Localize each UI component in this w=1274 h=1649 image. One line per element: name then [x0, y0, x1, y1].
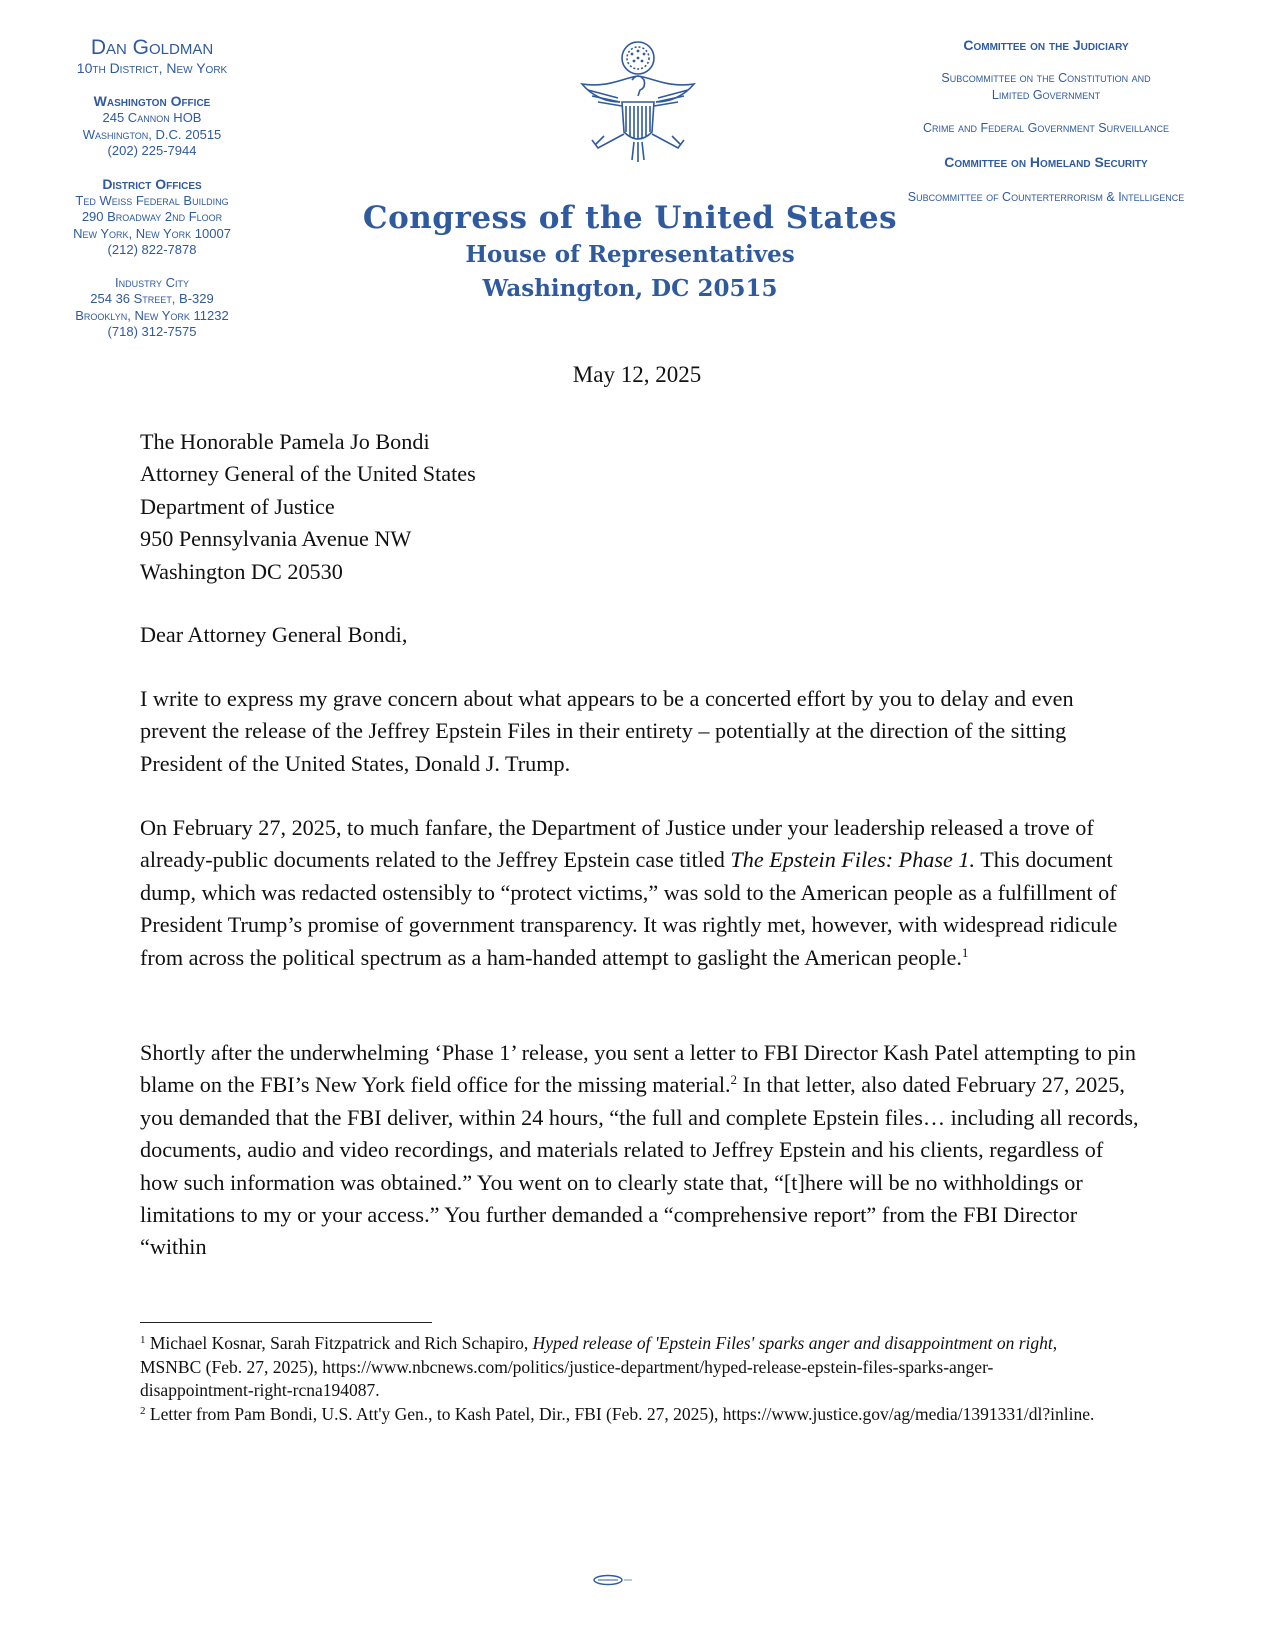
subcommittee-constitution: Subcommittee on the Constitution and	[941, 71, 1151, 85]
washington-office-phone: (202) 225-7944	[107, 143, 197, 158]
industry-city-office-name: Industry City	[115, 274, 189, 290]
letterhead-house: House of Representatives	[465, 241, 795, 268]
paragraph-2-text-b: This document dump, which was redacted ostensibly to “protect victims,” was sold to the American people as a fulfillment of President Trump’s promise of government transparency. It was rightly met, however, with widespread ridicule from across the political spectrum as a ham-handed attempt to gaslight the American people.	[140, 847, 1118, 970]
recipient-address	[140, 426, 1140, 588]
recipient-city: Washington DC 20530	[140, 558, 343, 584]
paragraph-3-text-b: In that letter, also dated February 27, 2025, you demanded that the FBI deliver, within 24 hours, “the full and complete Epstein files… including all records, documents, audio and video recordings, and materials related to Jeffrey Epstein and his clients, regardless of how such information was obtained.” You went on to clearly state that, “[t]here will be no withholdings or limitations to my or your access.” You further demanded a “comprehensive report” from the FBI Director “within	[140, 1072, 1139, 1260]
footnote-ref-1[interactable]: 1	[961, 944, 969, 960]
paragraph-1: I write to express my grave concern about what appears to be a concerted effort by you to delay and even prevent the release of the Jeffrey Epstein Files in their entirety – potentially at the direction of the sitting President of the United States, Donald J. Trump.	[140, 686, 1074, 776]
committee-judiciary: Committee on the Judiciary	[963, 37, 1129, 53]
letterhead-congress: Congress of the United States	[362, 200, 898, 236]
salutation: Dear Attorney General Bondi,	[140, 622, 408, 647]
member-contact-block	[52, 36, 252, 341]
footnote-1-text-a: Michael Kosnar, Sarah Fitzpatrick and Rich Schapiro,	[145, 1333, 533, 1353]
letter-date: May 12, 2025	[572, 362, 702, 387]
paragraph-3	[140, 1037, 1140, 1264]
recipient-title: Attorney General of the United States	[140, 461, 476, 487]
district-office-building: Ted Weiss Federal Building	[75, 192, 229, 208]
member-district: 10th District, New York	[76, 60, 228, 76]
member-name: Dan Goldman	[90, 36, 214, 59]
letterhead-title-block	[360, 198, 900, 306]
subcommittee-counterterrorism: Subcommittee of Counterterrorism & Intelligence	[907, 190, 1185, 204]
letterhead-address: Washington, DC 20515	[482, 275, 778, 302]
footnote-1-title: Hyped release of 'Epstein Files' sparks anger and disappointment on right	[532, 1333, 1053, 1353]
paragraph-3-text-a: Shortly after the underwhelming ‘Phase 1’ release, you sent a letter to FBI Director Kash Patel attempting to pin blame on the FBI’s New York field office for the missing material.	[140, 1040, 1136, 1098]
industry-city-city: Brooklyn, New York 11232	[75, 307, 229, 323]
footnote-2-number: 2	[140, 1404, 146, 1417]
recipient-street: 950 Pennsylvania Avenue NW	[140, 526, 412, 552]
paragraph-2-text-a: On February 27, 2025, to much fanfare, the Department of Justice under your leadership released a trove of already-public documents related to the Jeffrey Epstein case titled	[140, 815, 1094, 873]
paragraph-2	[140, 812, 1140, 974]
washington-office-title: Washington Office	[93, 93, 211, 109]
paragraph-2-title: The Epstein Files: Phase 1.	[730, 847, 976, 873]
district-office-phone: (212) 822-7878	[107, 242, 197, 257]
industry-city-phone: (718) 312-7575	[107, 324, 197, 339]
subcommittee-crime: Crime and Federal Government Surveillance	[923, 121, 1169, 135]
district-offices-title: District Offices	[102, 175, 202, 192]
washington-office-address: 245 Cannon HOB	[102, 110, 202, 125]
footnotes	[140, 1332, 1100, 1426]
footnote-1-text-b: , MSNBC (Feb. 27, 2025), https://www.nbcnews.com/politics/justice-department/hyped-release-epstein-files-sparks-anger-disappointment-right-rcna194087.	[140, 1333, 1058, 1400]
printed-on-recycled-paper-icon	[588, 1574, 636, 1586]
recipient-dept: Department of Justice	[140, 493, 335, 519]
footnote-2	[140, 1403, 1100, 1427]
footnote-2-text: Letter from Pam Bondi, U.S. Att'y Gen., to Kash Patel, Dir., FBI (Feb. 27, 2025), https://www.justice.gov/ag/media/1391331/dl?inline.	[145, 1403, 1095, 1424]
footnote-ref-2[interactable]: 2	[730, 1072, 738, 1088]
district-office-street: 290 Broadway 2nd Floor	[81, 209, 223, 224]
footnote-1	[140, 1332, 1100, 1403]
footnote-divider	[140, 1322, 432, 1323]
district-office-city: New York, New York 10007	[73, 225, 231, 241]
committee-block	[876, 36, 1216, 206]
washington-office-city: Washington, D.C. 20515	[82, 126, 222, 142]
footnote-1-number: 1	[140, 1334, 146, 1346]
subcommittee-constitution-cont: Limited Government	[991, 88, 1101, 102]
committee-homeland-security: Committee on Homeland Security	[944, 154, 1148, 170]
industry-city-street: 254 36 Street, B-329	[90, 291, 214, 306]
great-seal-eagle-icon	[568, 36, 708, 166]
recipient-name: The Honorable Pamela Jo Bondi	[140, 429, 430, 454]
